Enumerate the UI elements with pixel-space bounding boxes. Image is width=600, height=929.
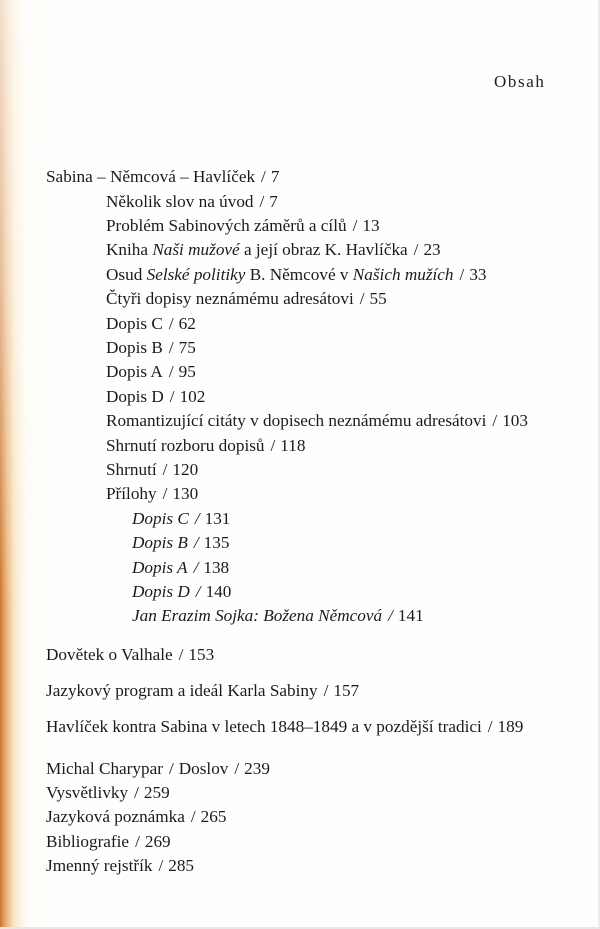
toc-entry-title-italic: Jan Erazim Sojka: Božena Němcová: [132, 606, 383, 625]
toc-entry-title: B. Němcové v: [245, 265, 353, 284]
toc-entry-title-italic: Dopis A: [132, 558, 188, 577]
toc-separator: /: [352, 216, 358, 235]
toc-entry-title-italic: Dopis B: [132, 533, 188, 552]
toc-page-number: 135: [203, 533, 230, 552]
toc-page-number: 102: [179, 387, 206, 406]
toc-entry-title: Dovětek o Valhale: [46, 645, 173, 664]
toc-page-number: 120: [172, 460, 199, 479]
page-title: Obsah: [494, 72, 546, 91]
toc-entry-afterword: [46, 758, 270, 780]
toc-entry-title: Dopis B: [106, 338, 163, 357]
toc-entry-chapter: [46, 716, 523, 738]
toc-entry-title: Jazykový program a ideál Karla Sabiny: [46, 681, 318, 700]
toc-page-number: 131: [204, 509, 231, 528]
toc-entry-section: [106, 239, 441, 261]
toc-separator: /: [162, 460, 168, 479]
toc-entry-section: [106, 459, 198, 481]
toc-page-number: 62: [178, 314, 196, 333]
toc-entry-section: [106, 288, 387, 310]
toc-separator: /: [190, 807, 196, 826]
toc-page-number: 269: [144, 832, 171, 851]
toc-entry-appendix: [132, 532, 229, 554]
toc-entry-appendix: [132, 581, 231, 603]
toc-entry-title: Kniha: [106, 240, 153, 259]
toc-entry-title: a její obraz K. Havlíčka: [239, 240, 408, 259]
toc-entry-title-italic: Selské politiky: [146, 265, 246, 284]
toc-entry-section: [106, 361, 196, 383]
toc-separator: /: [459, 265, 465, 284]
toc-page-number: 55: [369, 289, 387, 308]
toc-entry-back-matter: [46, 806, 226, 828]
toc-entry-title: Shrnutí rozboru dopisů: [106, 436, 265, 455]
toc-entry-section: [106, 313, 196, 335]
toc-separator: /: [168, 759, 174, 778]
toc-page-number: 23: [423, 240, 441, 259]
toc-entry-title: Problém Sabinových záměrů a cílů: [106, 216, 347, 235]
toc-separator: /: [270, 436, 276, 455]
toc-entry-title: Jmenný rejstřík: [46, 856, 153, 875]
toc-entry-appendix: [132, 508, 230, 530]
toc-separator: /: [168, 338, 174, 357]
toc-separator: /: [413, 240, 419, 259]
book-spine-shadow: [0, 0, 40, 929]
toc-separator: /: [388, 606, 393, 625]
toc-entry-author: Michal Charypar: [46, 759, 163, 778]
toc-page-number: 265: [200, 807, 227, 826]
toc-entry-back-matter: [46, 782, 170, 804]
toc-separator: /: [168, 314, 174, 333]
toc-separator: /: [162, 484, 168, 503]
toc-entry-section: [106, 386, 205, 408]
toc-separator: /: [134, 783, 139, 802]
toc-entry-title: Přílohy: [106, 484, 157, 503]
toc-entry-back-matter: [46, 855, 194, 877]
toc-entry-section: [106, 264, 487, 286]
toc-entry-title: Dopis A: [106, 362, 163, 381]
toc-entry-section: [106, 410, 528, 432]
toc-page-number: 189: [497, 717, 524, 736]
toc-entry-title: Havlíček kontra Sabina v letech 1848–1849 a v pozdější tradici: [46, 717, 482, 736]
toc-entry-section: [106, 483, 198, 505]
toc-page-number: 13: [362, 216, 380, 235]
toc-entry-title: Dopis C: [106, 314, 163, 333]
toc-entry-title-italic: Dopis D: [132, 582, 190, 601]
toc-page-number: 103: [502, 411, 528, 430]
toc-page-number: 118: [280, 436, 306, 455]
toc-entry-title: Vysvětlivky: [46, 783, 129, 802]
toc-page-number: 7: [270, 167, 280, 186]
toc-entry-title: Bibliografie: [46, 832, 130, 851]
toc-page-number: 75: [178, 338, 196, 357]
toc-entry-section: [106, 215, 380, 237]
toc-entry-appendix: [132, 557, 229, 579]
toc-page-number: 141: [397, 606, 424, 625]
toc-entry-title-italic: Dopis C: [132, 509, 189, 528]
toc-entry-section: [106, 337, 196, 359]
toc-separator: /: [178, 645, 184, 664]
toc-separator: /: [359, 289, 365, 308]
toc-separator: /: [195, 582, 201, 601]
toc-entry-title: Doslov: [178, 759, 229, 778]
toc-separator: /: [193, 558, 199, 577]
toc-page-number: 259: [143, 783, 170, 802]
toc-page-number: 140: [205, 582, 232, 601]
toc-entry-title: Romantizující citáty v dopisech neznámému adresátovi: [106, 411, 487, 430]
toc-entry-title: Shrnutí: [106, 460, 157, 479]
toc-entry-title: Čtyři dopisy neznámému adresátovi: [106, 289, 354, 308]
toc-separator: /: [323, 681, 329, 700]
toc-page-number: 95: [178, 362, 196, 381]
toc-entry-section: [106, 191, 278, 213]
toc-entry-title: Osud: [106, 265, 147, 284]
toc-separator: /: [158, 856, 164, 875]
toc-page-number: 138: [203, 558, 230, 577]
toc-separator: /: [261, 167, 266, 186]
toc-entry-title-italic: Naši mužové: [152, 240, 240, 259]
toc-entry-chapter: [46, 680, 359, 702]
toc-entry-title: Několik slov na úvod: [106, 192, 254, 211]
toc-page-number: 33: [469, 265, 487, 284]
toc-entry-title-italic: Našich mužích: [352, 265, 454, 284]
toc-separator: /: [234, 759, 240, 778]
toc-page-number: 157: [333, 681, 360, 700]
toc-separator: /: [492, 411, 498, 430]
toc-page-number: 153: [188, 645, 215, 664]
toc-separator: /: [168, 362, 174, 381]
toc-page-number: 130: [172, 484, 199, 503]
toc-separator: /: [259, 192, 265, 211]
toc-separator: /: [135, 832, 140, 851]
toc-entry-sabina: [46, 166, 279, 188]
toc-entry-chapter: [46, 644, 214, 666]
toc-entry-title: Jazyková poznámka: [46, 807, 185, 826]
toc-entry-title: Sabina – Němcová – Havlíček: [46, 167, 256, 186]
toc-entry-back-matter: [46, 831, 171, 853]
toc-entry-section: [106, 435, 305, 457]
toc-page-number: 7: [269, 192, 278, 211]
toc-separator: /: [194, 509, 200, 528]
toc-separator: /: [193, 533, 199, 552]
toc-separator: /: [487, 717, 493, 736]
toc-page-number: 285: [168, 856, 195, 875]
toc-separator: /: [169, 387, 175, 406]
toc-page-number: 239: [244, 759, 270, 778]
toc-entry-title: Dopis D: [106, 387, 164, 406]
toc-entry-appendix: [132, 605, 424, 627]
